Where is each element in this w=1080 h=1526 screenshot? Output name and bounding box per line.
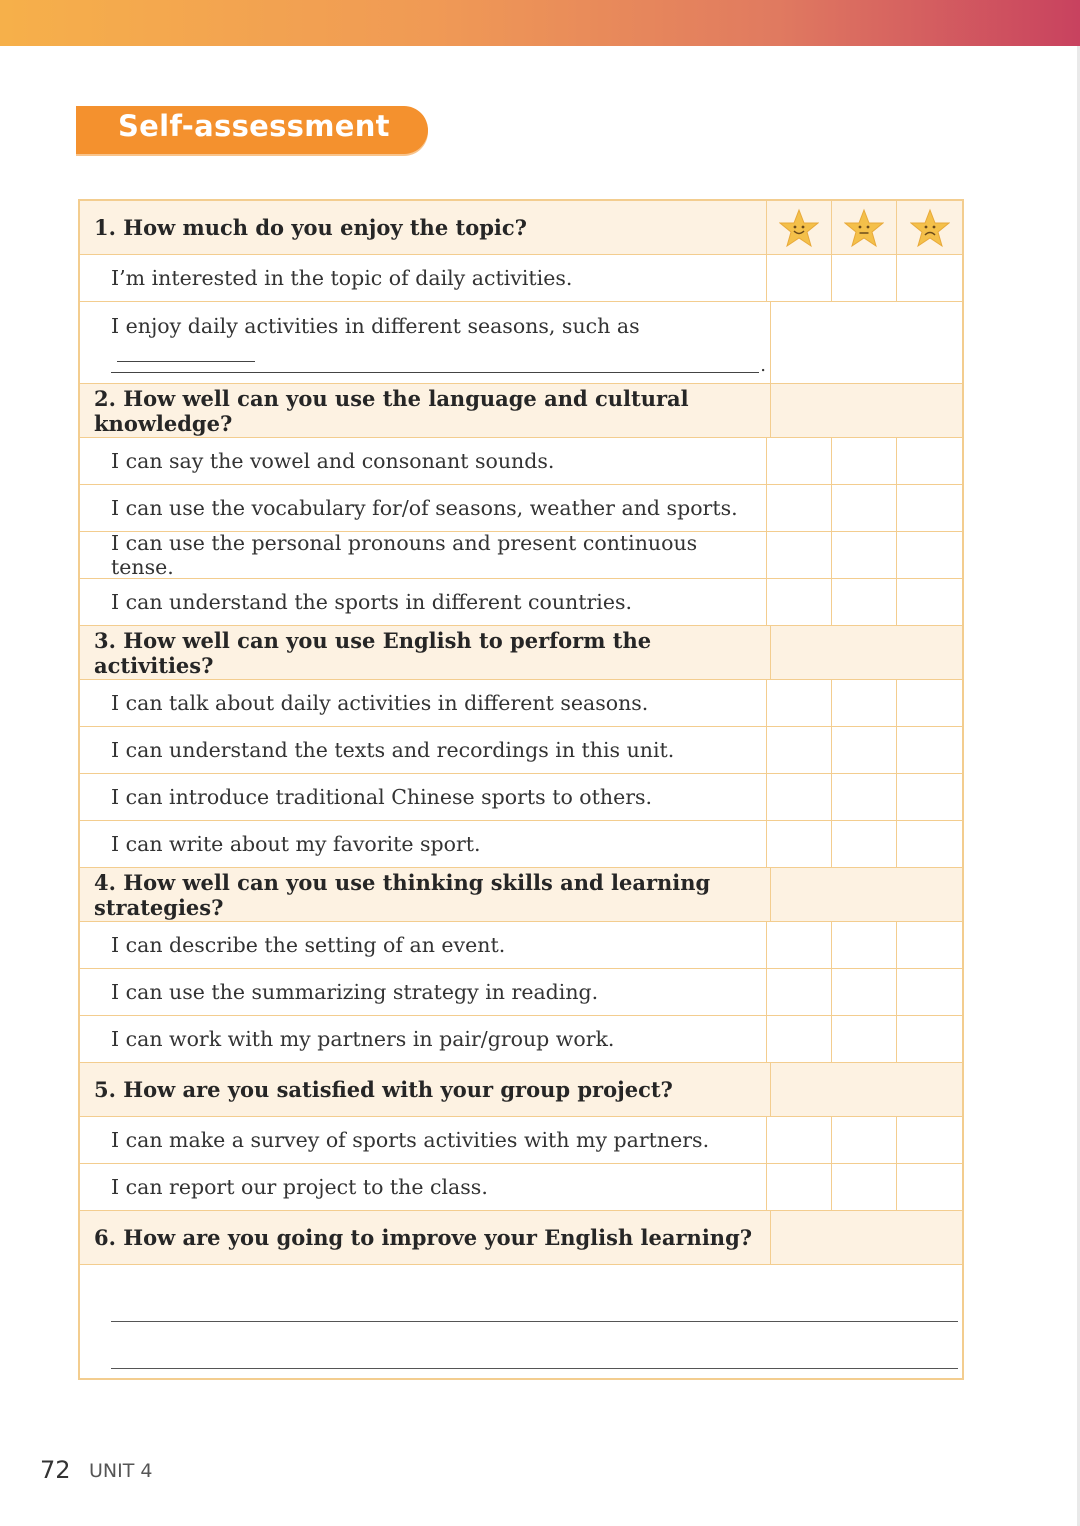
question-row xyxy=(80,384,962,438)
rating-cell-happy[interactable] xyxy=(767,255,832,301)
rating-header-cell xyxy=(767,201,832,254)
statement-text: I can understand the texts and recordings in this unit. xyxy=(80,727,767,773)
question-row xyxy=(80,1063,962,1117)
statement-text: I’m interested in the topic of daily activities. xyxy=(80,255,767,301)
rating-cell-happy[interactable] xyxy=(767,821,832,867)
statement-row xyxy=(80,1016,962,1063)
statement-row xyxy=(80,727,962,774)
statement-row xyxy=(80,485,962,532)
statement-text: I can make a survey of sports activities with my partners. xyxy=(80,1117,767,1163)
question-row xyxy=(80,626,962,680)
rating-cell-happy[interactable] xyxy=(767,727,832,773)
rating-cell-sad[interactable] xyxy=(897,922,962,968)
question-text: 3. How well can you use English to perform the activities? xyxy=(80,626,771,679)
rating-cell-happy[interactable] xyxy=(767,532,832,578)
rating-cell-happy[interactable] xyxy=(767,1016,832,1062)
statement-text: I can write about my favorite sport. xyxy=(80,821,767,867)
question-row xyxy=(80,1211,962,1265)
rating-cell-sad[interactable] xyxy=(897,532,962,578)
rating-cell-sad[interactable] xyxy=(897,485,962,531)
rating-cell-happy[interactable] xyxy=(767,579,832,625)
writing-line[interactable] xyxy=(111,1321,958,1322)
rating-cell-neutral[interactable] xyxy=(832,821,897,867)
rating-cell-neutral[interactable] xyxy=(832,485,897,531)
statement-row xyxy=(80,1164,962,1211)
question-text: 6. How are you going to improve your English learning? xyxy=(80,1211,771,1264)
rating-cell-happy[interactable] xyxy=(767,438,832,484)
empty-rating-area xyxy=(771,302,962,383)
statement-text: I enjoy daily activities in different seasons, such as xyxy=(111,314,640,338)
rating-cell-neutral[interactable] xyxy=(832,1016,897,1062)
statement-fill-in xyxy=(80,302,771,383)
statement-text: I can talk about daily activities in different seasons. xyxy=(80,680,767,726)
statement-row xyxy=(80,969,962,1016)
self-assessment-table xyxy=(78,199,964,1380)
rating-cell-neutral[interactable] xyxy=(832,774,897,820)
rating-cell-neutral[interactable] xyxy=(832,969,897,1015)
statement-row xyxy=(80,680,962,727)
rating-cell-happy[interactable] xyxy=(767,1164,832,1210)
rating-cell-sad[interactable] xyxy=(897,821,962,867)
statement-text: I can introduce traditional Chinese sports to others. xyxy=(80,774,767,820)
rating-cell-sad[interactable] xyxy=(897,579,962,625)
statement-row xyxy=(80,922,962,969)
statement-text: I can report our project to the class. xyxy=(80,1164,767,1210)
statement-text: I can work with my partners in pair/group work. xyxy=(80,1016,767,1062)
rating-cell-sad[interactable] xyxy=(897,1164,962,1210)
rating-cell-neutral[interactable] xyxy=(832,1164,897,1210)
rating-cell-neutral[interactable] xyxy=(832,922,897,968)
question-row xyxy=(80,201,962,255)
statement-text: I can describe the setting of an event. xyxy=(80,922,767,968)
unit-label: UNIT 4 xyxy=(89,1460,153,1482)
rating-cell-neutral[interactable] xyxy=(832,1117,897,1163)
statement-text: I can use the vocabulary for/of seasons, weather and sports. xyxy=(80,485,767,531)
rating-cell-happy[interactable] xyxy=(767,485,832,531)
rating-header-cell xyxy=(832,201,897,254)
rating-cell-happy[interactable] xyxy=(767,1117,832,1163)
top-banner xyxy=(0,0,1080,46)
improvement-writing-area xyxy=(80,1265,962,1388)
section-title: Self-assessment xyxy=(118,109,390,143)
question-text: 4. How well can you use thinking skills and learning strategies? xyxy=(80,868,771,921)
rating-cell-sad[interactable] xyxy=(897,438,962,484)
statement-row xyxy=(80,532,962,579)
rating-cell-happy[interactable] xyxy=(767,680,832,726)
rating-cell-sad[interactable] xyxy=(897,774,962,820)
rating-cell-sad[interactable] xyxy=(897,1016,962,1062)
rating-cell-neutral[interactable] xyxy=(832,255,897,301)
blank-line[interactable]: . xyxy=(111,372,759,373)
statement-row xyxy=(80,774,962,821)
question-row xyxy=(80,868,962,922)
question-text: 2. How well can you use the language and cultural knowledge? xyxy=(80,384,771,437)
rating-header-cell xyxy=(897,201,962,254)
statement-text: I can use the personal pronouns and present continuous tense. xyxy=(80,532,767,578)
blank-line[interactable] xyxy=(117,341,255,362)
statement-row xyxy=(80,438,962,485)
rating-cell-neutral[interactable] xyxy=(832,727,897,773)
page-number: 72 xyxy=(40,1456,71,1484)
star-neutral-icon xyxy=(844,208,884,248)
rating-cell-happy[interactable] xyxy=(767,922,832,968)
statement-text: I can use the summarizing strategy in reading. xyxy=(80,969,767,1015)
rating-cell-sad[interactable] xyxy=(897,969,962,1015)
question-text: 5. How are you satisfied with your group project? xyxy=(80,1063,771,1116)
rating-cell-sad[interactable] xyxy=(897,727,962,773)
statement-row xyxy=(80,821,962,868)
rating-cell-neutral[interactable] xyxy=(832,438,897,484)
star-happy-icon xyxy=(779,208,819,248)
rating-cell-sad[interactable] xyxy=(897,1117,962,1163)
star-sad-icon xyxy=(910,208,950,248)
rating-cell-neutral[interactable] xyxy=(832,579,897,625)
statement-text: I can say the vowel and consonant sounds. xyxy=(80,438,767,484)
statement-row xyxy=(80,579,962,626)
statement-row xyxy=(80,1117,962,1164)
rating-cell-happy[interactable] xyxy=(767,774,832,820)
rating-cell-sad[interactable] xyxy=(897,680,962,726)
rating-cell-neutral[interactable] xyxy=(832,680,897,726)
rating-cell-happy[interactable] xyxy=(767,969,832,1015)
writing-line[interactable] xyxy=(111,1368,958,1369)
rating-cell-sad[interactable] xyxy=(897,255,962,301)
statement-row xyxy=(80,255,962,302)
statement-row xyxy=(80,302,962,384)
rating-cell-neutral[interactable] xyxy=(832,532,897,578)
question-text: 1. How much do you enjoy the topic? xyxy=(80,201,767,254)
statement-text: I can understand the sports in different countries. xyxy=(80,579,767,625)
